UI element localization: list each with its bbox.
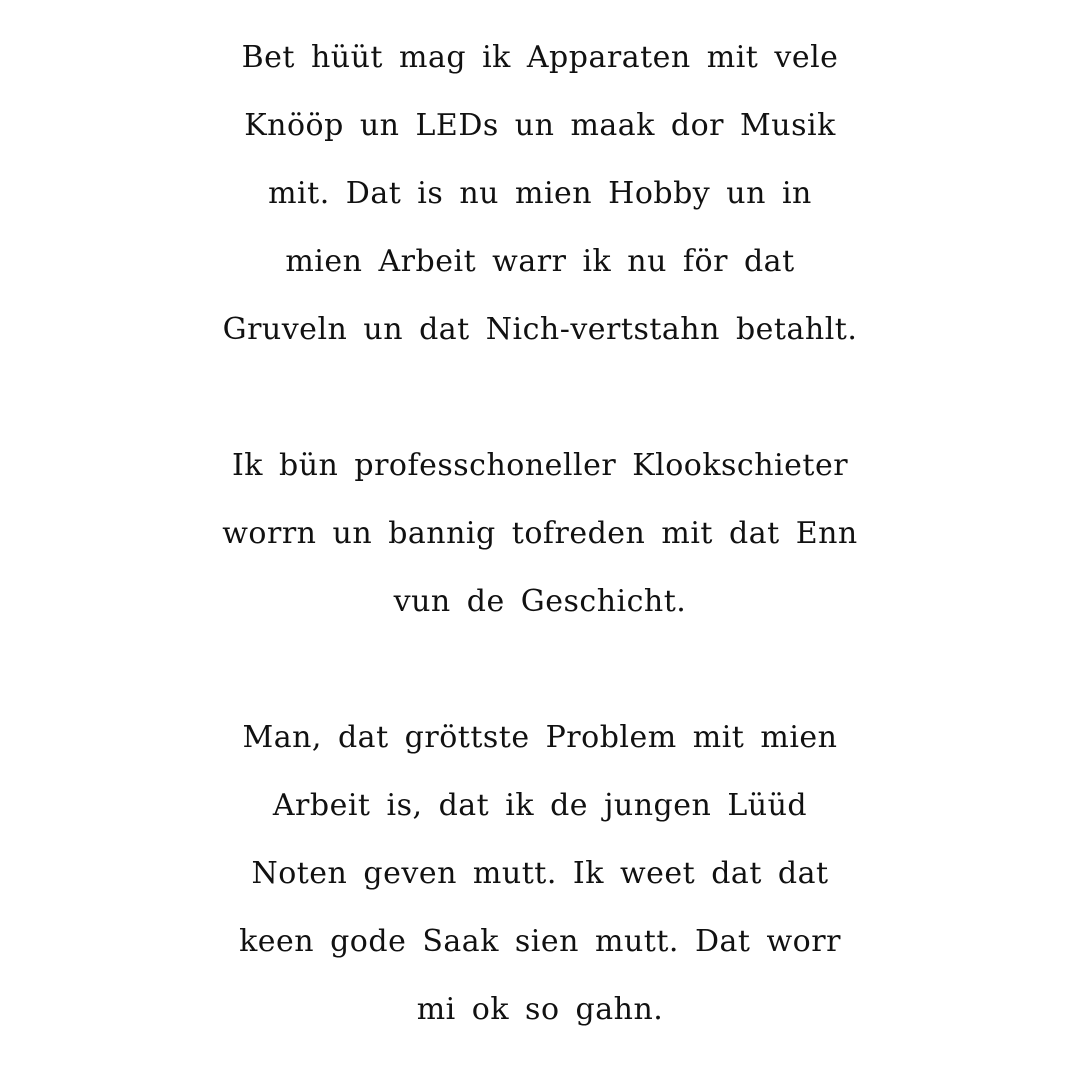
text-line: Gruveln un dat Nich-vertstahn betahlt. <box>222 312 858 347</box>
paragraph-1 <box>0 24 1080 364</box>
paragraph-2 <box>0 432 1080 636</box>
text-line: Man, dat gröttste Problem mit mien <box>242 720 838 755</box>
paragraph-spacer <box>0 636 1080 704</box>
paragraph-3 <box>0 704 1080 1044</box>
text-line: Arbeit is, dat ik de jungen Lüüd <box>272 788 808 823</box>
text-line: mi ok so gahn. <box>416 992 664 1027</box>
text-line: Bet hüüt mag ik Apparaten mit vele <box>241 40 839 75</box>
text-line: mien Arbeit warr ik nu för dat <box>285 244 795 279</box>
text-line: worrn un bannig tofreden mit dat Enn <box>222 516 858 551</box>
paragraph-spacer <box>0 364 1080 432</box>
text-line: vun de Geschicht. <box>393 584 687 619</box>
text-line: mit. Dat is nu mien Hobby un in <box>268 176 812 211</box>
text-line: Ik bün professchoneller Klookschieter <box>231 448 849 483</box>
text-line: Noten geven mutt. Ik weet dat dat <box>251 856 829 891</box>
text-line: keen gode Saak sien mutt. Dat worr <box>239 924 841 959</box>
text-line: Knööp un LEDs un maak dor Musik <box>244 108 836 143</box>
